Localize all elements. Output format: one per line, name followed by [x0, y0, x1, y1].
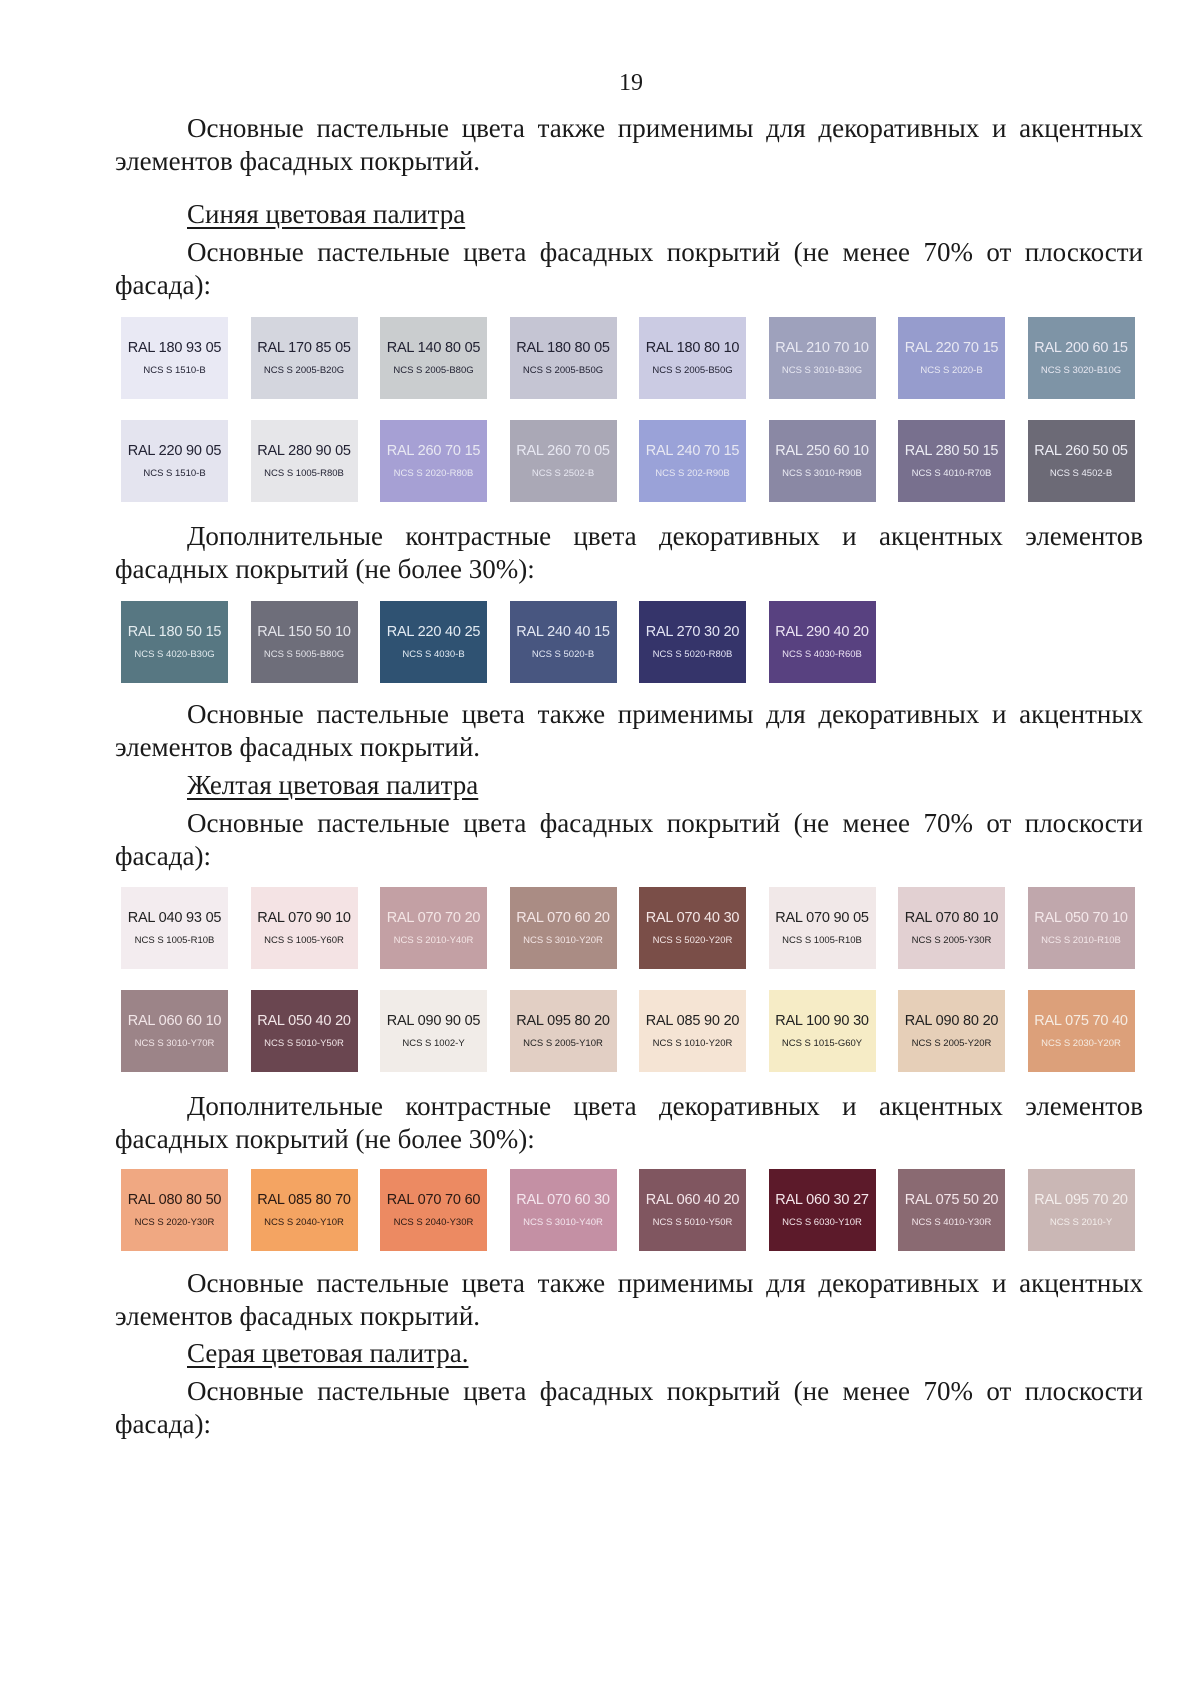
ncs-code: NCS S 5020-B	[531, 649, 595, 660]
color-swatch	[251, 601, 358, 683]
color-swatch	[121, 1169, 228, 1251]
color-swatch	[1028, 887, 1135, 969]
ral-code: RAL 090 80 20	[904, 1013, 999, 1029]
ncs-code: NCS S 2005-B20G	[263, 365, 345, 376]
ral-code: RAL 070 70 60	[386, 1192, 481, 1208]
color-swatch	[769, 887, 876, 969]
ral-code: RAL 250 60 10	[775, 443, 869, 459]
paragraph-contrast-accent: Дополнительные контрастные цвета декоративных и акцентных элементов фасадных покрытий (не более 30%):	[115, 521, 1143, 584]
ncs-code: NCS S 2005-B80G	[393, 365, 474, 376]
ral-code: RAL 200 60 15	[1034, 340, 1128, 356]
color-swatch	[380, 601, 487, 683]
color-swatch	[898, 990, 1005, 1072]
ncs-code: NCS S 2005-Y10R	[523, 1038, 603, 1049]
ral-code: RAL 075 70 40	[1034, 1013, 1128, 1029]
paragraph-pastel-main: Основные пастельные цвета фасадных покрытий (не менее 70% от плоскости фасада):	[115, 808, 1143, 871]
ral-code: RAL 270 30 20	[645, 624, 740, 640]
ral-code: RAL 240 40 15	[516, 624, 610, 640]
ral-code: RAL 260 50 05	[1034, 443, 1128, 459]
ncs-code: NCS S 1005-R80B	[264, 468, 344, 479]
color-swatch	[251, 1169, 358, 1251]
ral-code: RAL 280 50 15	[904, 443, 999, 459]
color-swatch	[251, 990, 358, 1072]
ral-code: RAL 260 70 05	[516, 443, 610, 459]
ral-code: RAL 180 50 15	[127, 624, 222, 640]
ral-code: RAL 070 70 20	[386, 910, 481, 926]
color-swatch	[380, 1169, 487, 1251]
ral-code: RAL 170 85 05	[257, 340, 351, 356]
ncs-code: NCS S 2005-Y20R	[911, 1038, 992, 1049]
color-swatch	[769, 1169, 876, 1251]
color-swatch	[251, 317, 358, 399]
ncs-code: NCS S 5010-Y50R	[264, 1038, 344, 1049]
ncs-code: NCS S 3010-B30G	[781, 365, 863, 376]
color-swatch	[639, 990, 746, 1072]
ncs-code: NCS S 1015-G60Y	[781, 1038, 863, 1049]
paragraph-pastel-main: Основные пастельные цвета фасадных покрытий (не менее 70% от плоскости фасада):	[115, 1376, 1143, 1439]
ral-code: RAL 085 80 70	[257, 1192, 351, 1208]
color-swatch	[1028, 1169, 1135, 1251]
ncs-code: NCS S 2020-B	[920, 365, 983, 376]
color-swatch	[380, 317, 487, 399]
color-swatch	[121, 420, 228, 502]
color-swatch	[1028, 317, 1135, 399]
ral-code: RAL 070 60 20	[516, 910, 610, 926]
color-swatch	[121, 990, 228, 1072]
ral-code: RAL 140 80 05	[386, 340, 481, 356]
color-swatch	[1028, 990, 1135, 1072]
ncs-code: NCS S 3010-R90B	[782, 468, 862, 479]
paragraph-contrast-accent: Дополнительные контрастные цвета декоративных и акцентных элементов фасадных покрытий (не более 30%):	[115, 1091, 1143, 1154]
ncs-code: NCS S 4020-B30G	[134, 649, 215, 660]
paragraph-pastel-applicable: Основные пастельные цвета также применимы для декоративных и акцентных элементов фасадных покрытий.	[115, 113, 1143, 176]
page-number: 19	[619, 70, 643, 96]
ncs-code: NCS S 5010-Y50R	[652, 1217, 733, 1228]
ral-code: RAL 040 93 05	[127, 910, 222, 926]
color-swatch	[380, 887, 487, 969]
color-swatch	[510, 1169, 617, 1251]
ral-code: RAL 210 70 10	[775, 340, 869, 356]
ral-code: RAL 060 60 10	[127, 1013, 222, 1029]
ral-code: RAL 070 90 05	[775, 910, 869, 926]
ncs-code: NCS S 2010-R10B	[1041, 935, 1121, 946]
paragraph-pastel-main: Основные пастельные цвета фасадных покрытий (не менее 70% от плоскости фасада):	[115, 237, 1143, 300]
ral-code: RAL 095 70 20	[1034, 1192, 1128, 1208]
ncs-code: NCS S 2010-Y	[1049, 1217, 1113, 1228]
color-swatch	[639, 317, 746, 399]
color-swatch	[769, 317, 876, 399]
ncs-code: NCS S 4030-B	[402, 649, 465, 660]
ncs-code: NCS S 4010-R70B	[911, 468, 992, 479]
color-swatch	[639, 601, 746, 683]
ral-code: RAL 180 80 10	[645, 340, 740, 356]
ral-code: RAL 220 70 15	[904, 340, 999, 356]
ral-code: RAL 070 90 10	[257, 910, 351, 926]
ral-code: RAL 180 93 05	[127, 340, 222, 356]
ncs-code: NCS S 2502-B	[531, 468, 595, 479]
ral-code: RAL 100 90 30	[775, 1013, 869, 1029]
ncs-code: NCS S 5005-B80G	[263, 649, 345, 660]
heading-yellow-palette: Желтая цветовая палитра	[187, 770, 479, 800]
ral-code: RAL 150 50 10	[257, 624, 351, 640]
ncs-code: NCS S 4030-R60B	[782, 649, 862, 660]
color-swatch	[510, 420, 617, 502]
color-swatch	[769, 990, 876, 1072]
heading-gray-palette: Серая цветовая палитра.	[187, 1338, 469, 1368]
ncs-code: NCS S 1005-R10B	[782, 935, 862, 946]
color-swatch	[251, 420, 358, 502]
ncs-code: NCS S 5020-R80B	[652, 649, 733, 660]
ral-code: RAL 260 70 15	[386, 443, 481, 459]
ncs-code: NCS S 2030-Y20R	[1041, 1038, 1121, 1049]
color-swatch	[380, 990, 487, 1072]
ncs-code: NCS S 2005-B50G	[522, 365, 604, 376]
ral-code: RAL 290 40 20	[775, 624, 869, 640]
ral-code: RAL 050 70 10	[1034, 910, 1128, 926]
color-swatch	[1028, 420, 1135, 502]
color-swatch	[639, 887, 746, 969]
ral-code: RAL 090 90 05	[386, 1013, 481, 1029]
ral-code: RAL 070 40 30	[645, 910, 740, 926]
ral-code: RAL 075 50 20	[904, 1192, 999, 1208]
ncs-code: NCS S 2005-B50G	[652, 365, 733, 376]
ncs-code: NCS S 2020-R80B	[393, 468, 474, 479]
ral-code: RAL 180 80 05	[516, 340, 610, 356]
ncs-code: NCS S 2040-Y30R	[393, 1217, 474, 1228]
color-swatch	[380, 420, 487, 502]
ncs-code: NCS S 4010-Y30R	[911, 1217, 992, 1228]
ral-code: RAL 095 80 20	[516, 1013, 610, 1029]
ncs-code: NCS S 1005-Y60R	[264, 935, 344, 946]
ral-code: RAL 060 30 27	[775, 1192, 869, 1208]
ncs-code: NCS S 202-R90B	[655, 468, 730, 479]
color-swatch	[769, 601, 876, 683]
ncs-code: NCS S 3010-Y70R	[134, 1038, 215, 1049]
ncs-code: NCS S 2005-Y30R	[911, 935, 992, 946]
color-swatch	[639, 1169, 746, 1251]
ral-code: RAL 050 40 20	[257, 1013, 351, 1029]
ncs-code: NCS S 1010-Y20R	[652, 1038, 733, 1049]
ncs-code: NCS S 1002-Y	[402, 1038, 465, 1049]
heading-blue-palette: Синяя цветовая палитра	[187, 199, 466, 229]
ncs-code: NCS S 2010-Y40R	[393, 935, 474, 946]
ral-code: RAL 240 70 15	[645, 443, 740, 459]
ncs-code: NCS S 2020-Y30R	[134, 1217, 215, 1228]
ral-code: RAL 080 80 50	[127, 1192, 222, 1208]
ral-code: RAL 280 90 05	[257, 443, 351, 459]
color-swatch	[251, 887, 358, 969]
ncs-code: NCS S 1510-B	[143, 365, 206, 376]
color-swatch	[898, 420, 1005, 502]
ncs-code: NCS S 1005-R10B	[134, 935, 215, 946]
ncs-code: NCS S 6030-Y10R	[782, 1217, 862, 1228]
color-swatch	[121, 317, 228, 399]
ral-code: RAL 220 90 05	[127, 443, 222, 459]
ral-code: RAL 070 60 30	[516, 1192, 610, 1208]
ncs-code: NCS S 3020-B10G	[1040, 365, 1122, 376]
ral-code: RAL 060 40 20	[645, 1192, 740, 1208]
color-swatch	[121, 601, 228, 683]
color-swatch	[769, 420, 876, 502]
color-swatch	[121, 887, 228, 969]
ncs-code: NCS S 5020-Y20R	[652, 935, 733, 946]
ral-code: RAL 220 40 25	[386, 624, 481, 640]
ncs-code: NCS S 3010-Y20R	[523, 935, 603, 946]
color-swatch	[510, 601, 617, 683]
ral-code: RAL 070 80 10	[904, 910, 999, 926]
color-swatch	[510, 990, 617, 1072]
color-swatch	[898, 887, 1005, 969]
ncs-code: NCS S 4502-B	[1049, 468, 1113, 479]
ral-code: RAL 085 90 20	[645, 1013, 740, 1029]
ncs-code: NCS S 3010-Y40R	[523, 1217, 603, 1228]
color-swatch	[510, 317, 617, 399]
color-swatch	[639, 420, 746, 502]
color-swatch	[898, 1169, 1005, 1251]
color-swatch	[510, 887, 617, 969]
paragraph-pastel-applicable: Основные пастельные цвета также применимы для декоративных и акцентных элементов фасадных покрытий.	[115, 1268, 1143, 1331]
ncs-code: NCS S 1510-B	[143, 468, 206, 479]
color-swatch	[898, 317, 1005, 399]
ncs-code: NCS S 2040-Y10R	[264, 1217, 344, 1228]
paragraph-pastel-applicable: Основные пастельные цвета также применимы для декоративных и акцентных элементов фасадных покрытий.	[115, 699, 1143, 762]
